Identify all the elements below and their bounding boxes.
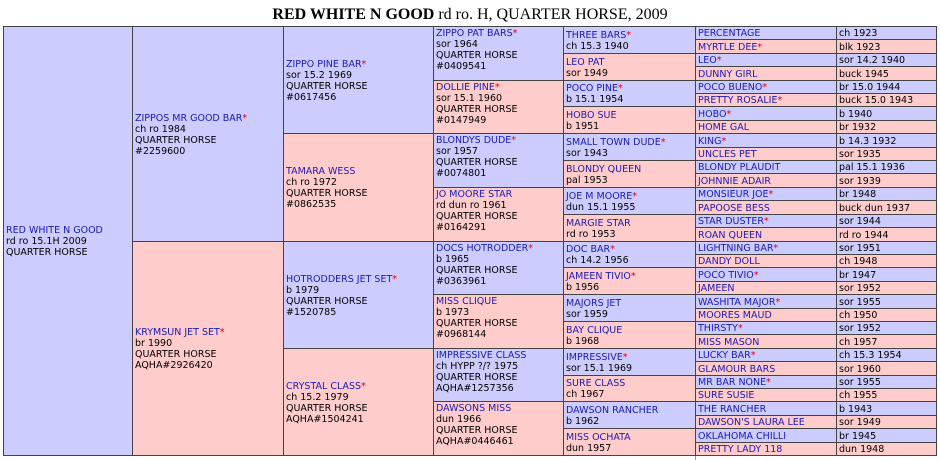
horse-info: AQHA#1504241 <box>286 413 364 425</box>
ancestor-cell <box>696 268 836 281</box>
horse-info: sor 1952 <box>839 283 881 294</box>
horse-name-link[interactable]: POCO TIVIO <box>698 269 754 281</box>
horse-name-link[interactable]: ZIPPO PAT BARS <box>436 28 513 39</box>
horse-name-link[interactable]: LUCKY BAR <box>698 350 751 361</box>
horse-info: blk 1923 <box>839 41 881 53</box>
horse-name-link[interactable]: JOHNNIE ADAIR <box>698 175 772 187</box>
horse-name-link[interactable]: KING <box>698 135 722 147</box>
horse-info: br 1932 <box>839 122 877 133</box>
ancestor-info-cell <box>837 67 936 80</box>
champion-star-icon: * <box>660 136 666 148</box>
horse-name-link[interactable]: GLAMOUR BARS <box>698 363 776 375</box>
horse-info: ch 1957 <box>839 336 878 348</box>
horse-name-link[interactable]: DANDY DOLL <box>698 256 760 267</box>
champion-star-icon: * <box>511 135 517 146</box>
ancestor-cell <box>434 402 563 455</box>
horse-info: #1520785 <box>286 306 337 318</box>
horse-name-link[interactable]: JAMEEN TIVIO <box>566 270 631 282</box>
horse-info: b 1962 <box>566 415 600 427</box>
horse-info: br 1945 <box>839 430 877 442</box>
horse-info: #0409541 <box>436 61 487 72</box>
horse-info: sor 1959 <box>566 308 608 320</box>
horse-name-link[interactable]: POCO PINE <box>566 83 618 94</box>
ancestor-info-cell <box>837 309 936 321</box>
horse-name-link[interactable]: ZIPPO PINE BAR <box>286 58 362 70</box>
ancestor-cell <box>434 27 563 80</box>
ancestor-info-cell <box>837 121 936 133</box>
ancestor-cell <box>696 443 836 455</box>
horse-info: buck 1945 <box>839 68 889 80</box>
horse-info: sor 14.2 1940 <box>839 55 906 66</box>
horse-info: rd ro 1953 <box>566 228 616 240</box>
ancestor-cell <box>696 322 836 334</box>
horse-info: QUARTER HORSE <box>436 265 518 276</box>
champion-star-icon: * <box>716 55 722 66</box>
horse-name-link[interactable]: BLONDY QUEEN <box>566 163 642 175</box>
horse-info: b 1968 <box>566 335 600 347</box>
horse-info: #2259600 <box>135 145 186 157</box>
ancestor-cell <box>696 255 836 267</box>
ancestor-info-cell <box>837 242 936 254</box>
ancestor-cell <box>696 161 836 173</box>
horse-info: AQHA#0446461 <box>436 436 514 447</box>
horse-info: ch 1950 <box>839 310 878 321</box>
horse-info: ch 1923 <box>839 28 878 39</box>
horse-name-link[interactable]: ZIPPOS MR GOOD BAR <box>135 112 243 124</box>
champion-star-icon: * <box>392 273 397 285</box>
ancestor-cell <box>696 40 836 53</box>
horse-info: sor 1949 <box>839 417 881 428</box>
horse-info: sor 1955 <box>839 296 881 308</box>
horse-info: #0363961 <box>436 276 487 287</box>
ancestor-info-cell <box>837 201 936 214</box>
ancestor-cell <box>564 81 695 106</box>
ancestor-cell <box>284 242 433 348</box>
ancestor-info-cell <box>837 188 936 200</box>
horse-name-link[interactable]: CRYSTAL CLASS <box>286 380 362 392</box>
ancestor-info-cell <box>837 349 936 361</box>
ancestor-cell <box>696 335 836 348</box>
horse-info: ch ro 1972 <box>286 177 337 188</box>
horse-info: pal 1953 <box>566 174 608 186</box>
horse-info: dun 1948 <box>839 444 885 455</box>
champion-star-icon: * <box>630 270 636 282</box>
ancestor-cell <box>434 134 563 187</box>
ancestor-cell <box>696 362 836 375</box>
horse-name-link[interactable]: RED WHITE N GOOD <box>6 225 103 236</box>
champion-star-icon: * <box>766 377 771 388</box>
ancestor-cell <box>696 201 836 214</box>
ancestor-info-cell <box>837 402 936 415</box>
horse-info: #0968144 <box>436 329 487 340</box>
horse-info: buck dun 1937 <box>839 202 911 214</box>
ancestor-cell <box>696 107 836 120</box>
horse-name-link[interactable]: LIGHTNING BAR <box>698 243 774 254</box>
horse-info: QUARTER HORSE <box>436 425 518 436</box>
horse-name-link[interactable]: WASHITA MAJOR <box>698 296 776 308</box>
horse-info: AQHA#2926420 <box>135 360 213 371</box>
horse-info: ch HYPP ?/? 1975 <box>436 361 519 372</box>
ancestor-cell <box>133 27 283 241</box>
horse-info: #0617456 <box>286 91 337 103</box>
horse-info: sor 1964 <box>436 39 478 50</box>
horse-info: QUARTER HORSE <box>436 211 518 222</box>
horse-name-link[interactable]: HOBO SUE <box>566 109 617 121</box>
champion-star-icon: * <box>763 216 769 227</box>
ancestor-cell <box>564 215 695 241</box>
horse-info: QUARTER HORSE <box>436 157 518 168</box>
horse-info: QUARTER HORSE <box>286 295 368 307</box>
ancestor-cell <box>564 376 695 401</box>
ancestor-info-cell <box>837 429 936 442</box>
horse-info: b 1979 <box>286 284 320 296</box>
horse-info: dun 1966 <box>436 414 482 425</box>
horse-info: QUARTER HORSE <box>6 247 88 258</box>
ancestor-cell <box>284 349 433 455</box>
horse-name-link[interactable]: THE RANCHER <box>698 403 767 415</box>
horse-name-link[interactable]: DOLLIE PINE <box>436 82 495 93</box>
ancestor-info-cell <box>837 107 936 120</box>
horse-info: rd ro 15.1H 2009 <box>6 236 87 247</box>
ancestor-cell <box>696 121 836 133</box>
horse-name-link[interactable]: LEO PAT <box>566 56 605 68</box>
champion-star-icon: * <box>494 82 500 93</box>
horse-name-link[interactable]: HOME GAL <box>698 122 749 133</box>
horse-info: ch 15.3 1954 <box>839 350 902 361</box>
ancestor-cell <box>564 322 695 348</box>
ancestor-cell <box>564 188 695 214</box>
horse-name-link[interactable]: THREE BARS <box>566 29 627 41</box>
horse-name-link[interactable]: DAWSON'S LAURA LEE <box>698 417 805 428</box>
ancestor-info-cell <box>837 268 936 281</box>
horse-info: b 1951 <box>566 120 600 132</box>
ancestor-info-cell <box>837 335 936 348</box>
champion-star-icon: * <box>750 350 756 361</box>
horse-name-link[interactable]: IMPRESSIVE CLASS <box>436 350 527 361</box>
pedigree-chart <box>3 26 937 456</box>
horse-name-link[interactable]: KRYMSUN JET SET <box>135 327 220 338</box>
ancestor-cell <box>696 295 836 308</box>
horse-info: AQHA#1257356 <box>436 383 514 394</box>
horse-name-link[interactable]: MOORES MAUD <box>698 310 772 321</box>
ancestor-cell <box>434 81 563 133</box>
horse-name-link[interactable]: BAY CLIQUE <box>566 324 623 336</box>
champion-star-icon: * <box>775 296 781 308</box>
horse-info: pal 15.1 1936 <box>839 162 905 173</box>
ancestor-cell <box>564 349 695 375</box>
ancestor-cell <box>434 349 563 401</box>
ancestor-cell <box>696 309 836 321</box>
horse-name-link[interactable]: BLONDYS DUDE <box>436 135 512 146</box>
ancestor-cell <box>564 429 695 455</box>
horse-name-link[interactable]: PAPOOSE BESS <box>698 202 770 214</box>
horse-name-link[interactable]: DOC BAR <box>566 244 611 255</box>
horse-name-link[interactable]: TAMARA WESS <box>286 166 356 177</box>
horse-info: b 1965 <box>436 254 470 265</box>
ancestor-info-cell <box>837 148 936 160</box>
horse-name-link[interactable]: SMALL TOWN DUDE <box>566 136 661 148</box>
ancestor-cell <box>434 295 563 348</box>
horse-info: #0074801 <box>436 168 487 179</box>
horse-info: #0147949 <box>436 115 487 126</box>
horse-name-link[interactable]: JOE M MOORE <box>566 190 633 202</box>
horse-info: dun 15.1 1955 <box>566 201 636 213</box>
ancestor-cell <box>564 54 695 80</box>
champion-star-icon: * <box>361 380 366 392</box>
champion-star-icon: * <box>512 28 518 39</box>
horse-name-link[interactable]: MISS CLIQUE <box>436 296 498 307</box>
horse-info: ch 14.2 1956 <box>566 255 629 266</box>
champion-star-icon: * <box>773 243 779 254</box>
horse-name-link[interactable]: MYRTLE DEE <box>698 41 758 53</box>
ancestor-cell <box>284 27 433 133</box>
horse-name-link[interactable]: SURE CLASS <box>566 378 626 389</box>
horse-name-link[interactable]: HOTRODDERS JET SET <box>286 273 393 285</box>
horse-name-link[interactable]: OKLAHOMA CHILLI <box>698 430 787 442</box>
ancestor-cell <box>696 188 836 200</box>
champion-star-icon: * <box>219 327 225 338</box>
horse-info: sor 1949 <box>566 67 608 79</box>
horse-info: rd dun ro 1961 <box>436 200 507 211</box>
horse-info: dun 1957 <box>566 442 612 454</box>
horse-name-link[interactable]: MONSIEUR JOE <box>698 189 769 200</box>
horse-name-link[interactable]: MARGIE STAR <box>566 217 631 229</box>
horse-name-link[interactable]: DAWSONS MISS <box>436 403 512 414</box>
horse-info: sor 15.1 1969 <box>566 362 633 374</box>
ancestor-cell <box>696 174 836 187</box>
title-horse-name: RED WHITE N GOOD <box>272 6 435 23</box>
ancestor-info-cell <box>837 81 936 93</box>
horse-name-link[interactable]: STAR DUSTER <box>698 216 764 227</box>
champion-star-icon: * <box>768 189 774 200</box>
ancestor-cell <box>696 242 836 254</box>
horse-name-link[interactable]: THIRSTY <box>698 323 738 334</box>
horse-info: buck 15.0 1943 <box>839 95 914 106</box>
ancestor-cell <box>696 389 836 401</box>
horse-info: sor 15.1 1960 <box>436 93 503 104</box>
horse-info: b 1956 <box>566 281 600 293</box>
horse-info: sor 15.2 1969 <box>286 69 353 81</box>
horse-info: QUARTER HORSE <box>286 402 368 414</box>
horse-info: ch 15.3 1940 <box>566 40 629 52</box>
horse-info: QUARTER HORSE <box>286 80 368 92</box>
ancestor-cell <box>696 349 836 361</box>
champion-star-icon: * <box>721 135 727 147</box>
title-details: rd ro. H, QUARTER HORSE, 2009 <box>438 6 668 23</box>
horse-info: ch 1948 <box>839 256 878 267</box>
ancestor-cell <box>696 148 836 160</box>
ancestor-info-cell <box>837 215 936 227</box>
horse-name-link[interactable]: DAWSON RANCHER <box>566 404 659 416</box>
ancestor-cell <box>696 94 836 106</box>
ancestor-cell <box>564 295 695 321</box>
ancestor-cell <box>434 188 563 241</box>
horse-name-link[interactable]: POCO BUENO <box>698 82 763 93</box>
ancestor-cell <box>696 429 836 442</box>
ancestor-cell <box>696 54 836 66</box>
champion-star-icon: * <box>777 95 783 106</box>
horse-info: QUARTER HORSE <box>286 188 368 199</box>
horse-info: b 15.1 1954 <box>566 94 624 105</box>
horse-name-link[interactable]: JAMEEN <box>698 283 735 294</box>
horse-info: ch 1955 <box>839 390 878 401</box>
ancestor-info-cell <box>837 282 936 294</box>
horse-info: sor 1957 <box>436 146 478 157</box>
horse-info: QUARTER HORSE <box>436 50 518 61</box>
horse-name-link[interactable]: DUNNY GIRL <box>698 68 758 80</box>
horse-name-link[interactable]: PRETTY ROSALIE <box>698 95 778 106</box>
ancestor-info-cell <box>837 376 936 388</box>
horse-info: ch ro 1984 <box>135 123 186 135</box>
horse-info: sor 1939 <box>839 175 881 187</box>
horse-info: ch 15.2 1979 <box>286 391 349 403</box>
horse-info: br 1990 <box>135 338 173 349</box>
horse-name-link[interactable]: DOCS HOTRODDER <box>436 243 529 254</box>
horse-info: sor 1943 <box>566 147 608 159</box>
horse-info: b 1940 <box>839 108 873 120</box>
champion-star-icon: * <box>626 29 631 41</box>
champion-star-icon: * <box>617 83 623 94</box>
ancestor-cell <box>133 242 283 455</box>
horse-name-link[interactable]: PRETTY LADY 118 <box>698 444 783 455</box>
horse-info: sor 1951 <box>839 243 881 254</box>
ancestor-cell <box>696 376 836 388</box>
horse-info: QUARTER HORSE <box>135 349 217 360</box>
horse-info: QUARTER HORSE <box>436 104 518 115</box>
horse-name-link[interactable]: MISS OCHATA <box>566 431 631 443</box>
ancestor-info-cell <box>837 161 936 173</box>
horse-info: QUARTER HORSE <box>436 372 518 383</box>
ancestor-info-cell <box>837 27 936 39</box>
ancestor-cell <box>696 67 836 80</box>
champion-star-icon: * <box>528 243 533 254</box>
horse-info: ch 1967 <box>566 389 605 400</box>
champion-star-icon: * <box>738 323 743 334</box>
horse-name-link[interactable]: JO MOORE STAR <box>436 189 513 200</box>
ancestor-cell <box>564 242 695 267</box>
ancestor-cell <box>696 27 836 39</box>
champion-star-icon: * <box>726 108 732 120</box>
champion-star-icon: * <box>632 190 638 202</box>
ancestor-cell <box>696 81 836 93</box>
ancestor-info-cell <box>837 228 936 241</box>
horse-name-link[interactable]: SURE SUSIE <box>698 390 755 401</box>
horse-name-link[interactable]: IMPRESSIVE <box>566 351 623 363</box>
horse-info: sor 1955 <box>839 377 881 388</box>
ancestor-cell <box>696 402 836 415</box>
ancestor-cell <box>696 134 836 147</box>
ancestor-info-cell <box>837 322 936 334</box>
horse-info: rd ro 1944 <box>839 229 889 241</box>
divider <box>695 456 696 460</box>
ancestor-info-cell <box>837 389 936 401</box>
horse-name-link[interactable]: MAJORS JET <box>566 297 622 309</box>
horse-info: sor 1944 <box>839 216 881 227</box>
ancestor-cell <box>564 27 695 53</box>
horse-name-link[interactable]: UNCLES PET <box>698 149 757 160</box>
horse-info: b 1973 <box>436 307 470 318</box>
champion-star-icon: * <box>610 244 615 255</box>
horse-info: #0862535 <box>286 199 337 210</box>
ancestor-info-cell <box>837 134 936 147</box>
ancestor-cell <box>696 215 836 227</box>
ancestor-cell <box>696 282 836 294</box>
champion-star-icon: * <box>242 112 248 124</box>
ancestor-cell <box>696 416 836 428</box>
champion-star-icon: * <box>753 269 759 281</box>
horse-name-link[interactable]: MISS MASON <box>698 336 760 348</box>
horse-info: sor 1952 <box>839 323 881 334</box>
ancestor-cell <box>284 134 433 241</box>
ancestor-info-cell <box>837 40 936 53</box>
champion-star-icon: * <box>622 351 628 363</box>
ancestor-info-cell <box>837 174 936 187</box>
ancestor-cell <box>564 402 695 428</box>
horse-name-link[interactable]: HOBO <box>698 108 727 120</box>
ancestor-cell <box>564 268 695 294</box>
champion-star-icon: * <box>361 58 367 70</box>
ancestor-info-cell <box>837 54 936 66</box>
horse-info: b 1943 <box>839 403 873 415</box>
ancestor-info-cell <box>837 416 936 428</box>
ancestor-info-cell <box>837 443 936 455</box>
ancestor-info-cell <box>837 362 936 375</box>
ancestor-cell <box>564 107 695 133</box>
horse-name-link[interactable]: BLONDY PLAUDIT <box>698 162 781 173</box>
page-title <box>0 5 940 25</box>
ancestor-cell <box>564 161 695 187</box>
ancestor-cell <box>696 228 836 241</box>
ancestor-info-cell <box>837 255 936 267</box>
horse-info: b 14.3 1932 <box>839 135 897 147</box>
horse-info: #0164291 <box>436 222 487 233</box>
champion-star-icon: * <box>762 82 768 93</box>
horse-name-link[interactable]: PERCENTAGE <box>698 28 761 39</box>
ancestor-cell <box>564 134 695 160</box>
horse-info: sor 1935 <box>839 149 881 160</box>
horse-info: QUARTER HORSE <box>436 318 518 329</box>
ancestor-info-cell <box>837 295 936 308</box>
subject-horse-cell <box>4 27 132 455</box>
horse-name-link[interactable]: ROAN QUEEN <box>698 229 763 241</box>
champion-star-icon: * <box>757 41 763 53</box>
horse-info: br 15.0 1944 <box>839 82 901 93</box>
horse-info: sor 1960 <box>839 363 881 375</box>
ancestor-cell <box>434 242 563 294</box>
horse-info: br 1948 <box>839 189 877 200</box>
horse-name-link[interactable]: MR BAR NONE <box>698 377 767 388</box>
horse-info: br 1947 <box>839 269 877 281</box>
ancestor-info-cell <box>837 94 936 106</box>
horse-name-link[interactable]: LEO <box>698 55 717 66</box>
horse-info: QUARTER HORSE <box>135 134 217 146</box>
